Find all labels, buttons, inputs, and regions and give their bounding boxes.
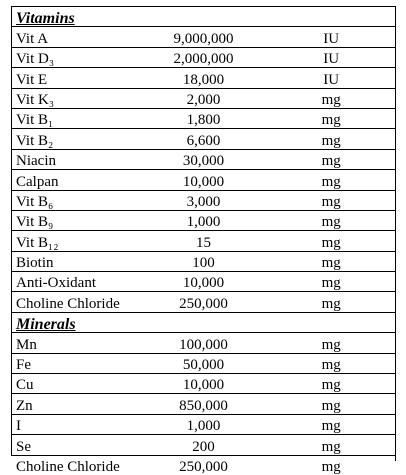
ingredient-name: Calpan [12,170,140,190]
ingredient-name: Cu [12,374,140,394]
ingredient-amount: 100 [140,251,268,271]
ingredient-name: Vit B₉ [12,210,140,230]
ingredient-unit: mg [267,435,395,455]
ingredient-amount: 10,000 [140,170,268,190]
ingredient-amount: 1,800 [140,108,268,128]
ingredient-name: Vit B₁ [12,108,140,128]
ingredient-amount: 1,000 [140,210,268,230]
ingredient-name: Vit D₃ [12,47,140,67]
table-row [12,333,395,353]
table-row [12,272,395,292]
ingredient-amount: 850,000 [140,394,268,414]
ingredient-unit: mg [267,190,395,210]
ingredient-name: Vit B₂ [12,129,140,149]
ingredient-amount: 250,000 [140,292,268,312]
ingredient-unit: mg [267,353,395,373]
ingredient-amount: 100,000 [140,333,268,353]
ingredient-unit: mg [267,394,395,414]
section-title-minerals: Minerals [12,312,395,332]
ingredient-unit: mg [267,374,395,394]
ingredient-name: Zn [12,394,140,414]
ingredient-unit: mg [267,149,395,169]
table-row [12,88,395,108]
table-row [12,129,395,149]
ingredient-unit: mg [267,108,395,128]
table-row [12,292,395,312]
table-row [12,435,395,455]
ingredient-unit: mg [267,251,395,271]
ingredient-name: Vit B₁₂ [12,231,140,251]
ingredient-unit: mg [321,458,341,475]
composition-table [12,7,395,475]
table-row [12,47,395,67]
table-row [12,455,395,475]
ingredient-amount: 3,000 [140,190,268,210]
section-header-minerals [12,312,395,332]
ingredient-amount: 2,000 [140,88,268,108]
table-row [12,394,395,414]
table-row [12,353,395,373]
ingredient-unit: mg [267,231,395,251]
ingredient-amount: 15 [140,231,268,251]
ingredient-name: Se [12,435,140,455]
ingredient-unit: mg [267,88,395,108]
ingredient-name: Niacin [12,149,140,169]
ingredient-amount: 18,000 [140,68,268,88]
ingredient-name: Fe [12,353,140,373]
ingredient-name: Vit B₆ [12,190,140,210]
ingredient-name: Mn [12,333,140,353]
ingredient-unit: IU [267,27,395,47]
ingredient-unit: mg [267,333,395,353]
table-row [12,190,395,210]
ingredient-name: Anti-Oxidant [12,272,140,292]
ingredient-unit: IU [267,47,395,67]
table-corner-tick [395,455,396,461]
table-row [12,170,395,190]
ingredient-name: I [12,414,140,434]
ingredient-unit: mg [267,414,395,434]
table-row [12,68,395,88]
table-row [12,27,395,47]
ingredient-unit: mg [267,210,395,230]
table-row [12,231,395,251]
ingredient-unit: mg [267,272,395,292]
ingredient-amount: 10,000 [140,272,268,292]
ingredient-amount: 6,600 [140,129,268,149]
section-title-vitamins: Vitamins [12,7,395,27]
ingredient-unit: mg [267,129,395,149]
ingredient-amount: 250,000 [179,458,228,475]
section-header-vitamins [12,7,395,27]
table-row [12,210,395,230]
ingredient-name: Choline Chloride [12,292,140,312]
ingredient-name: Biotin [12,251,140,271]
ingredient-name: Vit E [12,68,140,88]
table-row [12,149,395,169]
table-row [12,374,395,394]
table-row [12,251,395,271]
ingredient-unit: mg [267,292,395,312]
composition-table-body [12,7,395,475]
ingredient-unit: IU [267,68,395,88]
table-row [12,414,395,434]
ingredient-name: Vit K₃ [12,88,140,108]
ingredient-unit: mg [267,170,395,190]
table-row [12,108,395,128]
ingredient-amount: 30,000 [140,149,268,169]
ingredient-name: Choline Chloride [16,458,120,475]
ingredient-amount: 1,000 [140,414,268,434]
ingredient-amount: 200 [140,435,268,455]
ingredient-amount: 50,000 [140,353,268,373]
ingredient-name: Vit A [12,27,140,47]
ingredient-amount: 2,000,000 [140,47,268,67]
ingredient-amount: 10,000 [140,374,268,394]
ingredient-amount: 9,000,000 [140,27,268,47]
